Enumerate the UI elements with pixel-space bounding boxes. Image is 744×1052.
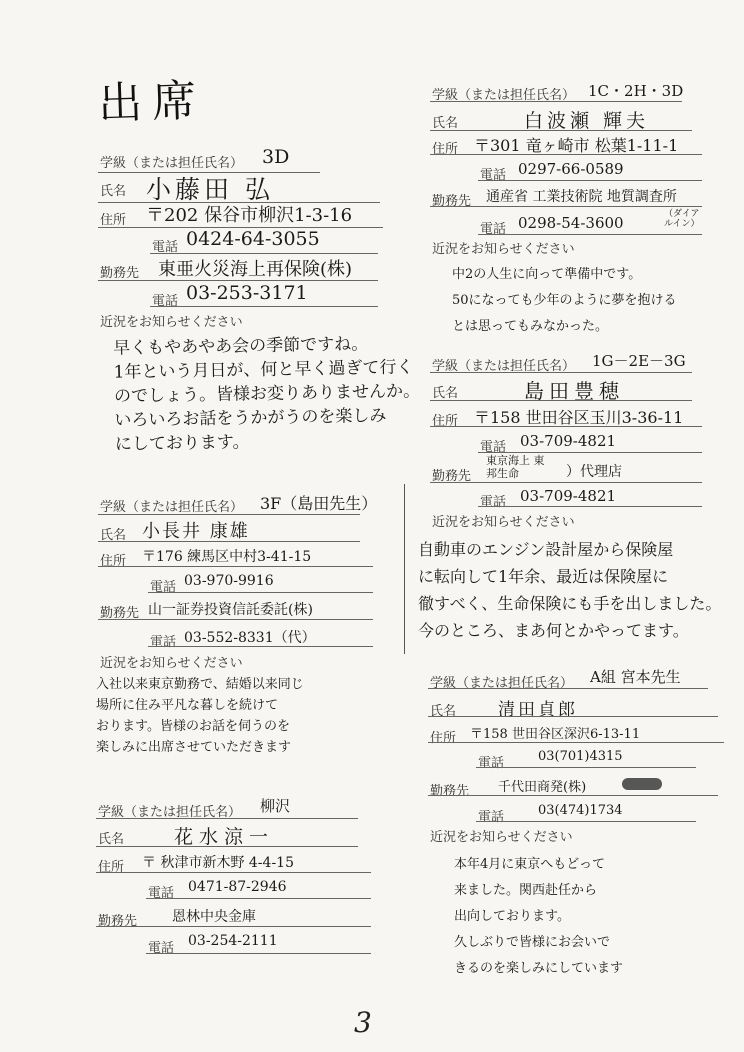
work-label: 勤務先 bbox=[100, 266, 140, 281]
class-value: 1C・2H・3D bbox=[588, 82, 684, 100]
class-value: 1G－2E－3G bbox=[592, 352, 686, 370]
class-label: 学級（または担任氏名） bbox=[100, 500, 244, 515]
ink-blot bbox=[622, 778, 662, 790]
phone-label: 電話 bbox=[480, 440, 507, 455]
class-label: 学級（または担任氏名） bbox=[432, 88, 576, 103]
work-phone-label: 電話 bbox=[152, 294, 179, 309]
name-value: 白波瀬 輝夫 bbox=[524, 110, 650, 132]
name-label: 氏名 bbox=[432, 116, 459, 131]
work-label: 勤務先 bbox=[98, 914, 138, 929]
address-label: 住所 bbox=[98, 860, 125, 875]
work-value: 東亜火災海上再保険(株) bbox=[158, 259, 353, 280]
address-value: 〒158 世田谷区玉川3-36-11 bbox=[474, 408, 684, 427]
class-value: 3F（島田先生） bbox=[260, 494, 378, 513]
work-label: 勤務先 bbox=[100, 606, 140, 621]
address-label: 住所 bbox=[432, 414, 459, 429]
work-label: 勤務先 bbox=[432, 194, 472, 209]
news-text: 中2の人生に向って準備中です。 50になっても少年のように夢を抱ける とは思ってもみなかった。 bbox=[452, 267, 677, 334]
address-value: 〒301 竜ヶ崎市 松葉1-11-1 bbox=[474, 136, 679, 155]
phone-label: 電話 bbox=[480, 168, 507, 183]
news-label: 近況をお知らせください bbox=[430, 830, 573, 845]
address-value: 〒 秋津市新木野 4-4-15 bbox=[142, 855, 294, 871]
work-value: 千代田商発(株) bbox=[498, 780, 587, 795]
name-value: 島田豊穂 bbox=[524, 379, 624, 403]
class-label: 学級（または担任氏名） bbox=[98, 805, 242, 820]
work-phone-value: 03(474)1734 bbox=[538, 803, 623, 818]
work-value: 恩林中央金庫 bbox=[172, 909, 256, 925]
work-suffix: ）代理店 bbox=[566, 464, 622, 480]
phone-value: 03-709-4821 bbox=[520, 432, 617, 450]
work-phone-label: 電話 bbox=[148, 941, 175, 956]
phone-label: 電話 bbox=[478, 756, 505, 771]
news-label: 近況をお知らせください bbox=[432, 515, 575, 530]
phone-value: 0424-64-3055 bbox=[186, 228, 320, 250]
work-label: 勤務先 bbox=[432, 469, 472, 484]
name-value: 花水涼一 bbox=[174, 826, 275, 848]
phone-value: 03(701)4315 bbox=[538, 749, 623, 764]
phone-value: 0471-87-2946 bbox=[188, 879, 287, 895]
news-label: 近況をお知らせください bbox=[100, 315, 243, 330]
work-phone-label: 電話 bbox=[478, 810, 505, 825]
class-value: 柳沢 bbox=[260, 797, 291, 815]
news-text: 入社以来東京勤務で、結婚以来同じ 場所に住み平凡な暮しを続けて おります。皆様のお話を伺うのを 楽しみに出席させていただきます bbox=[96, 677, 304, 755]
name-label: 氏名 bbox=[100, 184, 127, 199]
address-value: 〒176 練馬区中村3-41-15 bbox=[142, 549, 312, 565]
class-label: 学級（または担任氏名） bbox=[430, 676, 574, 691]
name-label: 氏名 bbox=[432, 386, 459, 401]
name-label: 氏名 bbox=[430, 704, 457, 719]
phone-value: 0297-66-0589 bbox=[518, 160, 624, 178]
name-value: 小長井 康雄 bbox=[142, 521, 250, 542]
work-phone-value: 0298-54-3600 bbox=[518, 214, 624, 232]
news-label: 近況をお知らせください bbox=[100, 656, 243, 671]
name-label: 氏名 bbox=[100, 528, 127, 543]
name-value: 清田貞郎 bbox=[498, 700, 578, 720]
address-value: 〒202 保谷市柳沢1-3-16 bbox=[146, 205, 353, 226]
class-label: 学級（または担任氏名） bbox=[100, 156, 244, 171]
news-text: 本年4月に東京へもどって 来ました。関西赴任から 出向しております。 久しぶりで皆様にお会いで きるのを楽しみにしています bbox=[454, 857, 624, 976]
work-phone-label: 電話 bbox=[480, 495, 507, 510]
phone-value: 03-970-9916 bbox=[184, 573, 274, 589]
work-phone-value: 03-254-2111 bbox=[188, 933, 278, 949]
work-value: 山一証券投資信託委託(株) bbox=[148, 602, 313, 618]
phone-label: 電話 bbox=[150, 580, 177, 595]
news-text: 早くもやあやあ会の季節ですね。 1年という月日が、何と早く過ぎて行く のでしょう。皆様お変りありませんか。 いろいろお話をうかがうのを楽しみ にしております。 bbox=[113, 334, 421, 455]
address-label: 住所 bbox=[430, 731, 457, 746]
news-label: 近況をお知らせください bbox=[432, 242, 575, 257]
work-value: 通産省 工業技術院 地質調査所 bbox=[486, 189, 677, 205]
name-value: 小藤田 弘 bbox=[146, 175, 274, 204]
news-text: 自動車のエンジン設計屋から保険屋 に転向して1年余、最近は保険屋に 徹すべく、生命保険にも手を出しました。 今のところ、まあ何とかやってます。 bbox=[418, 540, 722, 640]
address-label: 住所 bbox=[100, 213, 127, 228]
work-value: 東京海上 東邦生命 bbox=[486, 454, 545, 480]
address-value: 〒158 世田谷区深沢6-13-11 bbox=[470, 727, 641, 742]
work-phone-label: 電話 bbox=[150, 635, 177, 650]
phone-label: 電話 bbox=[148, 886, 175, 901]
work-phone-value: 03-253-3171 bbox=[186, 282, 308, 304]
work-phone-value: 03-552-8331（代） bbox=[184, 630, 316, 646]
divider-line bbox=[404, 484, 405, 654]
class-label: 学級（または担任氏名） bbox=[432, 359, 576, 374]
work-label: 勤務先 bbox=[430, 784, 470, 799]
page-number: 3 bbox=[354, 1006, 372, 1039]
address-label: 住所 bbox=[432, 142, 459, 157]
work-phone-note: （ダイアルイン） bbox=[664, 209, 700, 229]
work-phone-label: 電話 bbox=[480, 222, 507, 237]
phone-label: 電話 bbox=[152, 240, 179, 255]
class-value: 3D bbox=[262, 146, 290, 168]
class-value: A組 宮本先生 bbox=[590, 668, 681, 686]
address-label: 住所 bbox=[100, 554, 127, 569]
name-label: 氏名 bbox=[98, 832, 125, 847]
page-title: 出席 bbox=[97, 75, 208, 130]
work-phone-value: 03-709-4821 bbox=[520, 487, 617, 505]
